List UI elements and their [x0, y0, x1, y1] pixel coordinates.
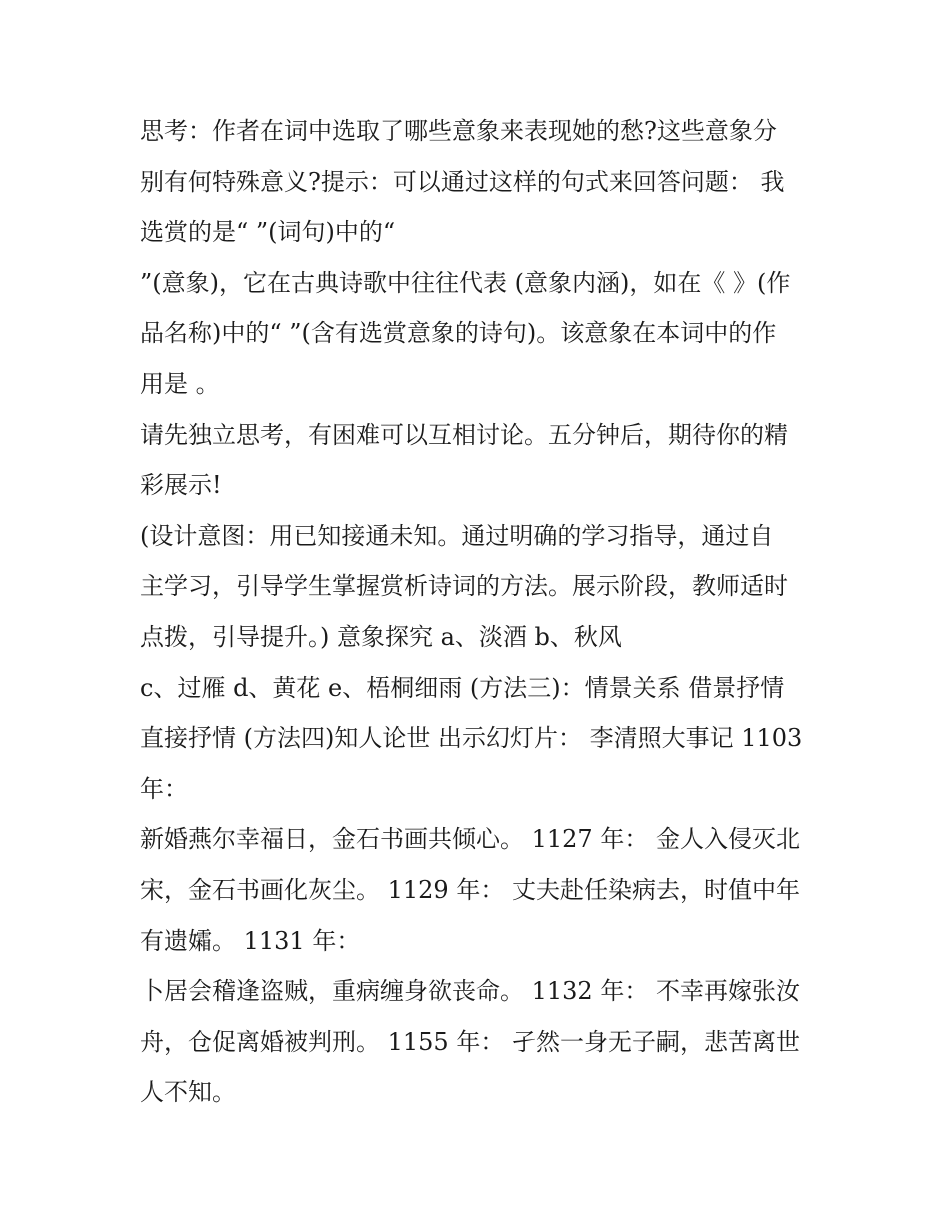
- text-line: 新婚燕尔幸福日，金石书画共倾心。 1127 年： 金人入侵灭北: [140, 825, 800, 854]
- text-line: 用是 。: [140, 369, 220, 398]
- text-line: ”(意象)，它在古典诗歌中往往代表 (意象内涵)，如在《 》(作: [140, 268, 791, 297]
- text-line: 主学习，引导学生掌握赏析诗词的方法。展示阶段，教师适时: [140, 572, 788, 601]
- text-line: 别有何特殊意义?提示：可以通过这样的句式来回答问题： 我: [140, 167, 785, 196]
- text-line: 彩展示!: [140, 471, 222, 500]
- text-line: 有遗孀。 1131 年：: [140, 926, 361, 955]
- text-line: 选赏的是“ ”(词句)中的“: [140, 218, 396, 247]
- text-line: 人不知。: [140, 1078, 236, 1107]
- text-line: 点拨，引导提升。) 意象探究 a、淡酒 b、秋风: [140, 622, 622, 651]
- text-line: 思考：作者在词中选取了哪些意象来表现她的愁?这些意象分: [140, 117, 777, 145]
- text-line: 宋，金石书画化灰尘。 1129 年： 丈夫赴任染病去，时值中年: [140, 875, 800, 904]
- text-line: 舟，仓促离婚被判刑。 1155 年： 孑然一身无子嗣，悲苦离世: [140, 1027, 800, 1056]
- text-line: 卜居会稽逢盗贼，重病缠身欲丧命。 1132 年： 不幸再嫁张汝: [140, 977, 800, 1006]
- text-line: 年：: [140, 774, 188, 803]
- text-line: (设计意图：用已知接通未知。通过明确的学习指导，通过自: [140, 521, 774, 550]
- document-body: [140, 106, 820, 1118]
- text-line: 品名称)中的“ ”(含有选赏意象的诗句)。该意象在本词中的作: [140, 319, 777, 348]
- text-line: c、过雁 d、黄花 e、梧桐细雨 (方法三)：情景关系 借景抒情: [140, 673, 785, 702]
- text-line: 请先独立思考，有困难可以互相讨论。五分钟后，期待你的精: [140, 420, 788, 449]
- text-line: 直接抒情 (方法四)知人论世 出示幻灯片： 李清照大事记 1103: [140, 724, 803, 753]
